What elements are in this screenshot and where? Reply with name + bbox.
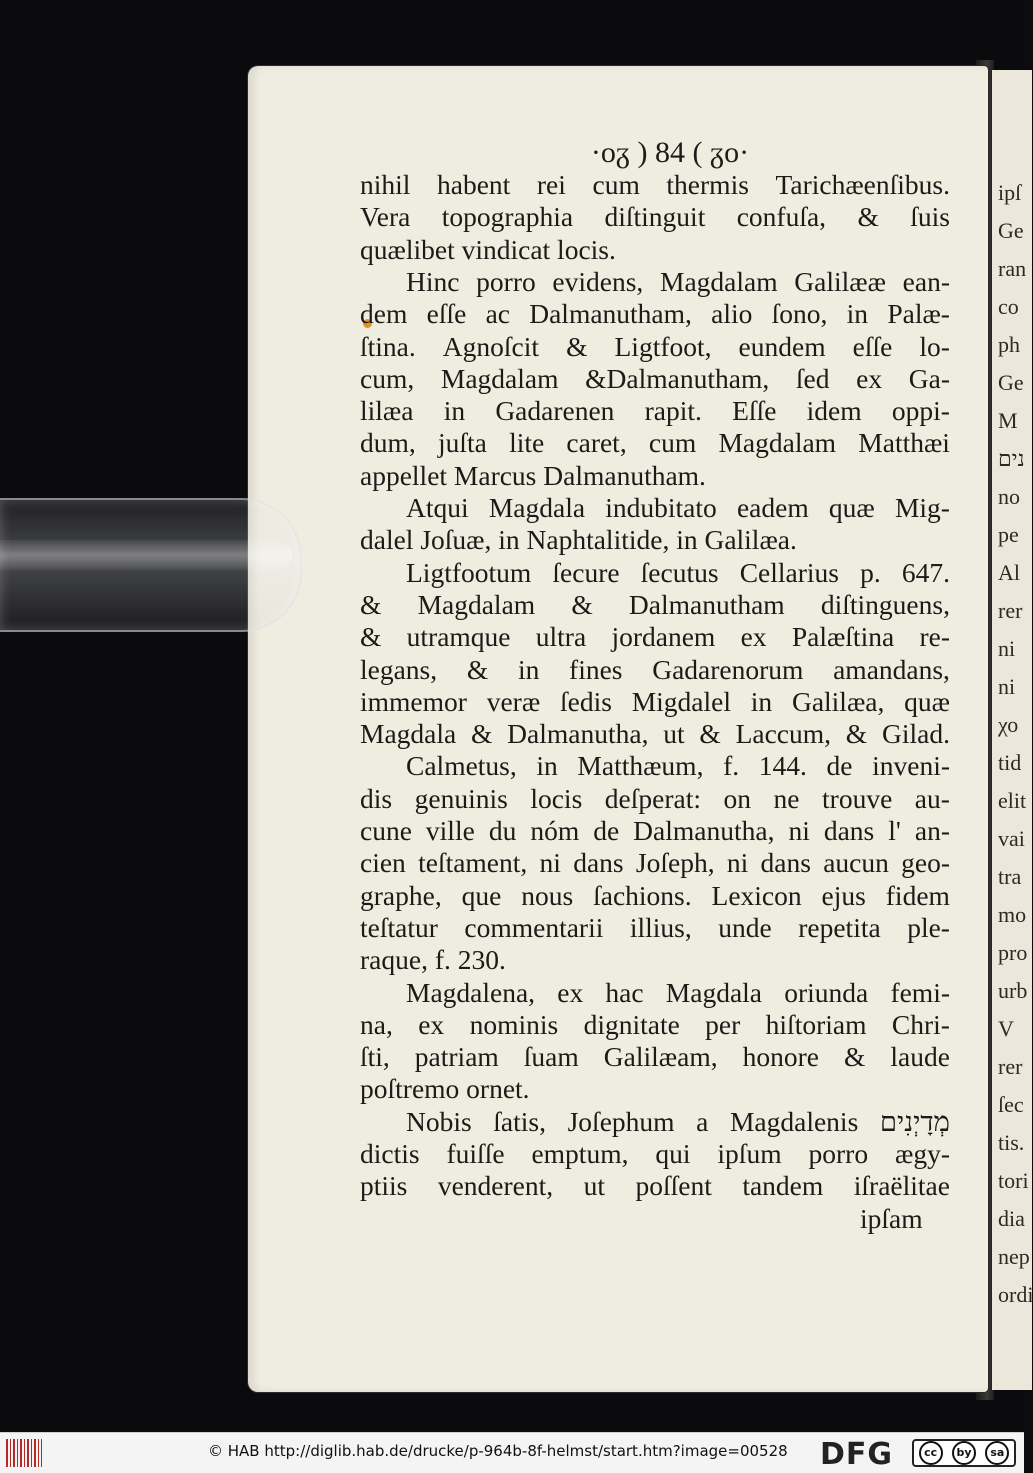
facing-page-fragment: tid <box>998 750 1022 775</box>
facing-page-fragment: elit <box>998 788 1027 813</box>
text-line: dem eſſe ac Dalmanutham, alio ſono, in Palæ- <box>360 298 950 330</box>
facing-page-fragment: ran <box>998 256 1027 281</box>
sa-icon: sa <box>985 1441 1009 1465</box>
facing-page-fragment: ni <box>998 636 1016 661</box>
text-line: Magdalena, ex hac Magdala oriunda femi- <box>406 976 950 1008</box>
text-line: legans, & in fines Gadarenorum amandans, <box>360 653 950 685</box>
text-line: ptiis venderent, ut poſſent tandem iſraëlitae <box>360 1170 950 1202</box>
text-line: Atqui Magdala indubitato eadem quæ Mig- <box>406 492 950 523</box>
facing-page-fragment: χο <box>998 712 1019 737</box>
facing-page-fragment: rer <box>998 598 1023 623</box>
facing-page-fragment: tis. <box>998 1130 1025 1155</box>
facing-page-fragment: pe <box>998 522 1019 547</box>
by-icon: by <box>952 1441 976 1465</box>
facing-page-fragment: Ge <box>998 218 1024 243</box>
facing-page-fragment: nep <box>998 1244 1030 1269</box>
facing-page-fragment: ipſ <box>998 180 1022 205</box>
facing-page-fragment: Al <box>998 560 1020 585</box>
text-line: & Magdalam & Dalmanutham diſtinguens, <box>360 588 950 620</box>
page-header: ·ᴏᵹ ) 84 ( ᵹᴏ· <box>590 136 750 169</box>
text-line: graphe, que nous ſachions. Lexicon ejus fidem <box>360 879 950 911</box>
facing-page-fragment: Ge <box>998 370 1024 395</box>
text-line: na, ex nominis dignitate per hiſtoriam Chri- <box>360 1008 950 1040</box>
facing-page-fragment: tori <box>998 1168 1029 1193</box>
facing-page-fragment: urb <box>998 978 1028 1003</box>
text-line: cum, Magdalam &Dalmanutham, ſed ex Ga- <box>360 362 950 394</box>
text-line: appellet Marcus Dalmanutham. <box>360 459 706 491</box>
facing-page-fragment: dia <box>998 1206 1025 1231</box>
facing-page-fragment: tra <box>998 864 1022 889</box>
facing-page-fragment: vai <box>998 826 1025 851</box>
facing-page-fragment: נים <box>998 446 1025 471</box>
text-line: ſtina. Agnoſcit & Ligtfoot, eundem eſſe lo- <box>360 330 950 362</box>
text-line: dalel Joſuæ, in Naphtalitide, in Galilæa. <box>360 524 797 556</box>
text-line: Magdala & Dalmanutha, ut & Laccum, & Gilad. <box>360 718 950 750</box>
facing-page-fragment: mo <box>998 902 1027 927</box>
copyright-link[interactable]: © HAB http://diglib.hab.de/drucke/p-964b-8f-helmst/start.htm?image=00528 <box>208 1442 788 1460</box>
text-line: dictis fuiſſe emptum, qui ipſum porro ægy- <box>360 1138 950 1169</box>
text-line: poſtremo ornet. <box>360 1073 530 1105</box>
text-line: ſti, patriam ſuam Galilæam, honore & laude <box>360 1041 950 1073</box>
text-line: raque, f. 230. <box>360 944 506 976</box>
text-line: cien teſtament, ni dans Joſeph, ni dans aucun geo- <box>360 847 950 879</box>
text-line: Hinc porro evidens, Magdalam Galilææ ean- <box>406 265 950 297</box>
facing-page-fragment: rer <box>998 1054 1023 1079</box>
facing-page-fragment: ordi <box>998 1282 1033 1307</box>
text-line: cune ville du nóm de Dalmanutha, ni dans l' an- <box>360 815 950 846</box>
facing-page-fragment: ph <box>998 332 1020 357</box>
text-line: Vera topographia diſtinguit confuſa, & ſuis <box>360 201 950 233</box>
facing-page-fragment: pro <box>998 940 1028 965</box>
viewer-footer <box>0 1432 1024 1473</box>
clamp-reflection <box>0 540 292 570</box>
text-line: ipſam <box>860 1202 923 1234</box>
text-line: Ligtfootum ſecure ſecutus Cellarius p. 647. <box>406 556 950 588</box>
facing-page-fragment: M <box>998 408 1018 433</box>
text-line: Calmetus, in Matthæum, f. 144. de inveni- <box>406 750 950 782</box>
text-line: & utramque ultra jordanem ex Palæſtina re- <box>360 621 950 653</box>
facing-page-fragment: co <box>998 294 1019 319</box>
facing-page-edge <box>992 70 1032 1390</box>
text-line: Nobis ſatis, Joſephum a Magdalenis מְדָיְנִים <box>406 1105 950 1137</box>
text-line: nihil habent rei cum thermis Tarichæenſibus. <box>360 169 950 200</box>
text-line: dum, juſta lite caret, cum Magdalam Matthæi <box>360 427 950 459</box>
text-line: dis genuinis locis deſperat: on ne trouve au- <box>360 782 950 814</box>
cc-license-badge[interactable] <box>912 1439 1016 1467</box>
facing-page-fragment: ni <box>998 674 1016 699</box>
facing-page-fragment: no <box>998 484 1020 509</box>
dfg-logo: DFG <box>820 1437 894 1472</box>
text-line: teſtatur commentarii illius, unde repetita ple- <box>360 911 950 943</box>
text-line: quælibet vindicat locis. <box>360 233 616 265</box>
text-line: immemor veræ ſedis Migdalel in Galilæa, quæ <box>360 685 950 717</box>
text-line: lilæa in Gadarenen rapit. Eſſe idem oppi- <box>360 395 950 427</box>
cc-icon: cc <box>919 1441 943 1465</box>
facing-page-fragment: ſec <box>998 1092 1024 1117</box>
facing-page-fragment: V <box>998 1016 1014 1041</box>
hab-logo-icon <box>6 1439 42 1467</box>
